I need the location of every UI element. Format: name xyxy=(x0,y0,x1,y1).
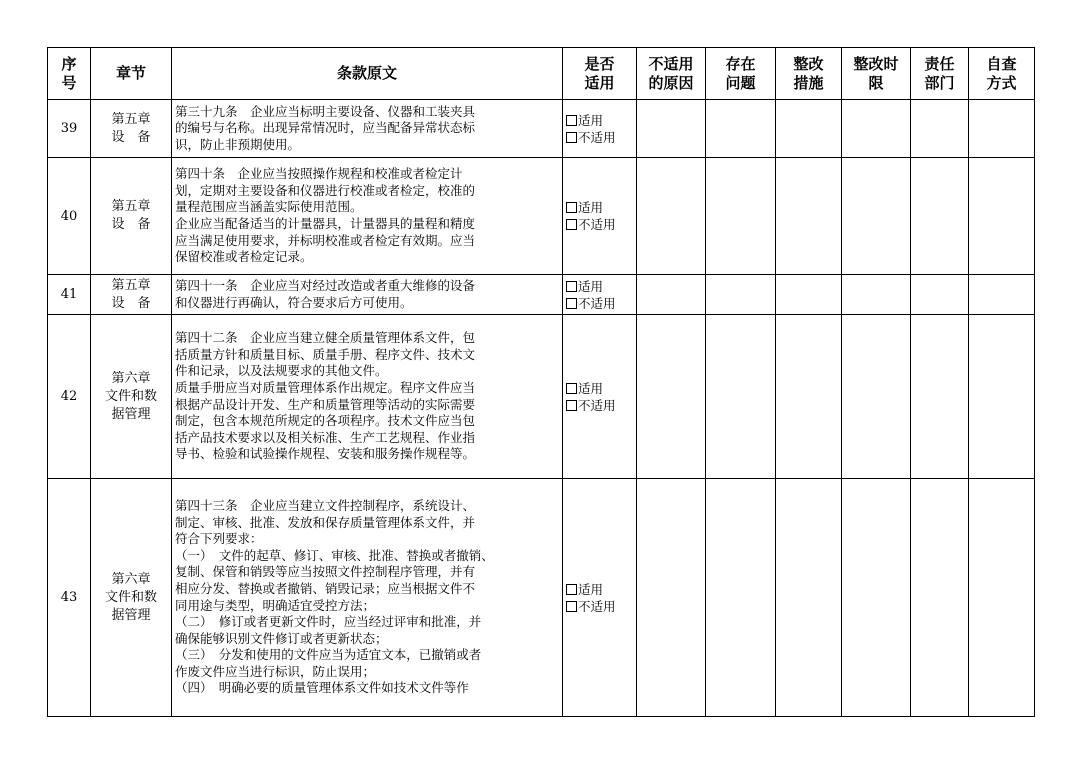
dept-cell[interactable] xyxy=(911,275,969,315)
chapter-line: 据管理 xyxy=(111,607,151,623)
clause-text xyxy=(172,479,563,717)
option-not-applicable: 不适用 xyxy=(578,295,616,311)
clause-line: 件和记录，以及法规要求的其他文件。 xyxy=(175,363,388,379)
clause-line: 导书、检验和试验操作规程、安装和服务操作规程等。 xyxy=(175,446,476,462)
applicability-option[interactable] xyxy=(566,295,633,312)
chapter-line: 第五章 xyxy=(111,277,151,293)
header-row xyxy=(48,48,1035,100)
row-number: 39 xyxy=(48,100,91,158)
clause-line: 相应分发、替换或者撤销、销毁记录；应当根据文件不 xyxy=(175,580,476,596)
clause-line: 和仪器进行再确认，符合要求后方可使用。 xyxy=(175,294,413,310)
method-cell[interactable] xyxy=(969,479,1035,717)
chapter-line: 设 备 xyxy=(111,295,151,311)
row-number: 41 xyxy=(48,275,91,315)
clause-line: （三） 分发和使用的文件应当为适宜文本，已撤销或者 xyxy=(175,647,482,663)
clause-line: 量程范围应当涵盖实际使用范围。 xyxy=(175,199,363,215)
table-body xyxy=(48,100,1035,717)
header-deadline: 整改时 限 xyxy=(842,48,911,100)
clause-line: 制定，包含本规范所规定的各项程序。技术文件应当包 xyxy=(175,413,476,429)
chapter-line: 设 备 xyxy=(111,129,151,145)
header-reason: 不适用 的原因 xyxy=(637,48,706,100)
method-cell[interactable] xyxy=(969,315,1035,479)
row-number: 40 xyxy=(48,158,91,275)
header-dept: 责任 部门 xyxy=(911,48,969,100)
clause-line: 括产品技术要求以及相关标准、生产工艺规程、作业指 xyxy=(175,429,476,445)
applicability-option[interactable] xyxy=(566,581,633,598)
row-chapter xyxy=(91,315,172,479)
applicability-cell xyxy=(563,275,637,315)
clause-text xyxy=(172,100,563,158)
clause-line: 第四十三条 企业应当建立文件控制程序，系统设计、 xyxy=(175,497,476,513)
header-chapter: 章节 xyxy=(91,48,172,100)
applicability-cell xyxy=(563,100,637,158)
applicability-cell xyxy=(563,479,637,717)
applicability-option[interactable] xyxy=(566,278,633,295)
clause-line: 复制、保管和销毁等应当按照文件控制程序管理，并有 xyxy=(175,564,476,580)
header-method: 自查 方式 xyxy=(969,48,1035,100)
reason-cell[interactable] xyxy=(637,158,706,275)
clause-line: 第三十九条 企业应当标明主要设备、仪器和工装夹具 xyxy=(175,103,476,119)
clause-line: 符合下列要求： xyxy=(175,531,263,547)
header-seq: 序 号 xyxy=(48,48,91,100)
method-cell[interactable] xyxy=(969,158,1035,275)
table-row xyxy=(48,479,1035,717)
applicability-option[interactable] xyxy=(566,380,633,397)
clause-line: 确保能够识别文件修订或者更新状态； xyxy=(175,630,388,646)
table-row xyxy=(48,158,1035,275)
clause-line: （一） 文件的起草、修订、审核、批准、替换或者撤销、 xyxy=(175,547,494,563)
checkbox-icon[interactable] xyxy=(566,400,577,411)
dept-cell[interactable] xyxy=(911,158,969,275)
option-applicable: 适用 xyxy=(578,112,604,128)
table-row xyxy=(48,315,1035,479)
issue-cell[interactable] xyxy=(706,315,776,479)
clause-text xyxy=(172,315,563,479)
checkbox-icon[interactable] xyxy=(566,132,577,143)
row-number: 42 xyxy=(48,315,91,479)
issue-cell[interactable] xyxy=(706,100,776,158)
clause-line: （二） 修订或者更新文件时，应当经过评审和批准，并 xyxy=(175,614,482,630)
table-row xyxy=(48,100,1035,158)
measure-cell[interactable] xyxy=(776,275,842,315)
checkbox-icon[interactable] xyxy=(566,298,577,309)
applicability-option[interactable] xyxy=(566,216,633,233)
clause-line: 的编号与名称。出现异常情况时，应当配备异常状态标 xyxy=(175,120,476,136)
deadline-cell[interactable] xyxy=(842,315,911,479)
clause-line: 第四十条 企业应当按照操作规程和校准或者检定计 xyxy=(175,166,463,182)
deadline-cell[interactable] xyxy=(842,275,911,315)
option-applicable: 适用 xyxy=(578,278,604,294)
applicability-option[interactable] xyxy=(566,112,633,129)
clause-line: 根据产品设计开发、生产和质量管理等活动的实际需要 xyxy=(175,396,476,412)
header-measure: 整改 措施 xyxy=(776,48,842,100)
dept-cell[interactable] xyxy=(911,100,969,158)
chapter-line: 文件和数 xyxy=(104,388,157,404)
clause-line: 保留校准或者检定记录。 xyxy=(175,249,313,265)
clause-text xyxy=(172,158,563,275)
applicability-option[interactable] xyxy=(566,598,633,615)
checkbox-icon[interactable] xyxy=(566,219,577,230)
reason-cell[interactable] xyxy=(637,315,706,479)
clause-line: 识，防止非预期使用。 xyxy=(175,136,301,152)
row-chapter xyxy=(91,479,172,717)
option-not-applicable: 不适用 xyxy=(578,217,616,232)
chapter-line: 第六章 xyxy=(111,370,151,386)
row-chapter xyxy=(91,275,172,315)
chapter-line: 第六章 xyxy=(111,571,151,587)
row-chapter xyxy=(91,100,172,158)
reason-cell[interactable] xyxy=(637,275,706,315)
applicability-option[interactable] xyxy=(566,129,633,146)
option-not-applicable: 不适用 xyxy=(578,397,616,413)
clause-line: 企业应当配备适当的计量器具，计量器具的量程和精度 xyxy=(175,216,476,231)
method-cell[interactable] xyxy=(969,100,1035,158)
chapter-line: 第五章 xyxy=(111,111,151,127)
chapter-line: 文件和数 xyxy=(104,589,157,605)
row-chapter xyxy=(91,158,172,275)
issue-cell[interactable] xyxy=(706,158,776,275)
measure-cell[interactable] xyxy=(776,315,842,479)
measure-cell[interactable] xyxy=(776,100,842,158)
checkbox-icon[interactable] xyxy=(566,584,577,595)
clause-text xyxy=(172,275,563,315)
option-not-applicable: 不适用 xyxy=(578,598,616,614)
option-not-applicable: 不适用 xyxy=(578,129,616,145)
option-applicable: 适用 xyxy=(578,380,604,396)
reason-cell[interactable] xyxy=(637,100,706,158)
header-applicable: 是否 适用 xyxy=(563,48,637,100)
clause-line: 括质量方针和质量目标、质量手册、程序文件、技术文 xyxy=(175,346,476,362)
applicability-cell xyxy=(563,315,637,479)
option-applicable: 适用 xyxy=(578,200,604,215)
clause-line: 质量手册应当对质量管理体系作出规定。程序文件应当 xyxy=(175,379,476,395)
checkbox-icon[interactable] xyxy=(566,383,577,394)
clause-line: 应当满足使用要求，并标明校准或者检定有效期。应当 xyxy=(175,232,476,248)
clause-line: 划，定期对主要设备和仪器进行校准或者检定，校准的 xyxy=(175,182,476,198)
table-row xyxy=(48,275,1035,315)
issue-cell[interactable] xyxy=(706,275,776,315)
dept-cell[interactable] xyxy=(911,315,969,479)
dept-cell[interactable] xyxy=(911,479,969,717)
header-issue: 存在 问题 xyxy=(706,48,776,100)
deadline-cell[interactable] xyxy=(842,158,911,275)
chapter-line: 据管理 xyxy=(111,406,151,422)
applicability-cell xyxy=(563,158,637,275)
clause-line: 制定、审核、批准、发放和保存质量管理体系文件，并 xyxy=(175,514,476,530)
measure-cell[interactable] xyxy=(776,158,842,275)
clause-line: 同用途与类型，明确适宜受控方法； xyxy=(175,597,376,613)
chapter-line: 第五章 xyxy=(111,199,151,214)
reason-cell[interactable] xyxy=(637,479,706,717)
clause-line: 第四十一条 企业应当对经过改造或者重大维修的设备 xyxy=(175,277,476,293)
checkbox-icon[interactable] xyxy=(566,115,577,126)
applicability-option[interactable] xyxy=(566,397,633,414)
clause-line: （四） 明确必要的质量管理体系文件如技术文件等作 xyxy=(175,680,469,696)
self-inspection-table xyxy=(47,47,1035,717)
checkbox-icon[interactable] xyxy=(566,281,577,292)
issue-cell[interactable] xyxy=(706,479,776,717)
deadline-cell[interactable] xyxy=(842,100,911,158)
clause-line: 作废文件应当进行标识，防止误用； xyxy=(175,663,376,679)
header-clause: 条款原文 xyxy=(172,48,563,100)
method-cell[interactable] xyxy=(969,275,1035,315)
measure-cell[interactable] xyxy=(776,479,842,717)
checkbox-icon[interactable] xyxy=(566,601,577,612)
checkbox-icon[interactable] xyxy=(566,202,577,213)
applicability-option[interactable] xyxy=(566,199,633,216)
row-number: 43 xyxy=(48,479,91,717)
option-applicable: 适用 xyxy=(578,581,604,597)
chapter-line: 设 备 xyxy=(111,217,151,232)
clause-line: 第四十二条 企业应当建立健全质量管理体系文件，包 xyxy=(175,330,476,346)
deadline-cell[interactable] xyxy=(842,479,911,717)
